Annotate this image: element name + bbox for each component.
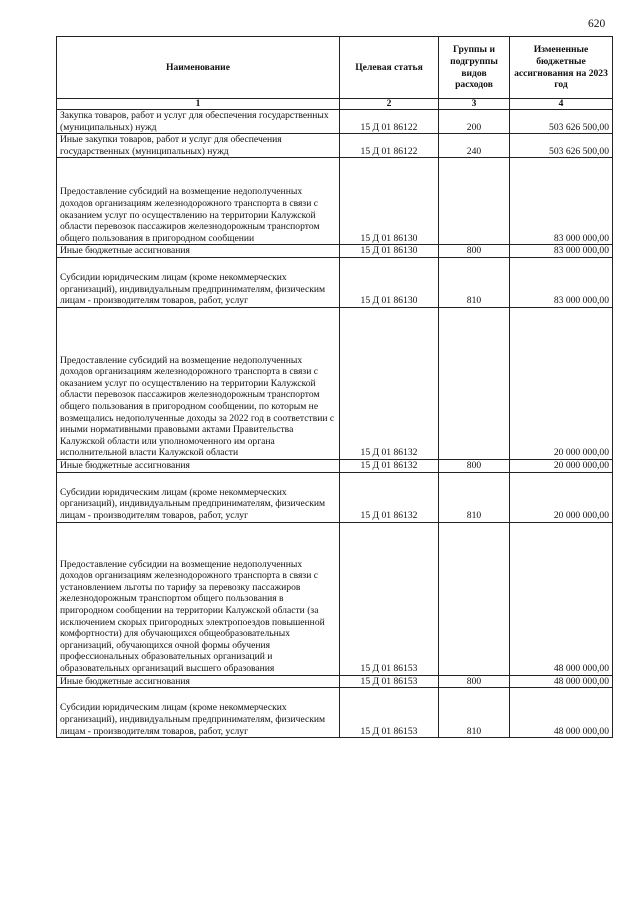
row-name: Субсидии юридическим лицам (кроме некоммерческих организаций), индивидуальным предпринимателям, физическим лицам - производителям товаров, работ, услуг [57, 688, 340, 738]
header-name: Наименование [57, 37, 340, 99]
page-number: 620 [588, 18, 606, 30]
table-row [57, 110, 613, 134]
row-amount: 503 626 500,00 [510, 110, 613, 134]
row-amount: 20 000 000,00 [510, 307, 613, 459]
row-code: 15 Д 01 86122 [340, 134, 439, 158]
budget-table [56, 36, 613, 738]
row-name: Иные закупки товаров, работ и услуг для обеспечения государственных (муниципальных) нужд [57, 134, 340, 158]
row-group: 810 [439, 472, 510, 522]
row-name: Закупка товаров, работ и услуг для обеспечения государственных (муниципальных) нужд [57, 110, 340, 134]
column-number-2: 2 [340, 99, 439, 110]
row-code: 15 Д 01 86130 [340, 158, 439, 245]
row-group: 810 [439, 688, 510, 738]
row-amount: 48 000 000,00 [510, 522, 613, 675]
table-row [57, 257, 613, 307]
column-number-row [57, 99, 613, 110]
header-target-article: Целевая статья [340, 37, 439, 99]
table-row [57, 459, 613, 472]
table-row [57, 688, 613, 738]
row-group: 800 [439, 459, 510, 472]
row-code: 15 Д 01 86132 [340, 472, 439, 522]
row-code: 15 Д 01 86130 [340, 245, 439, 258]
row-code: 15 Д 01 86153 [340, 522, 439, 675]
table-row [57, 522, 613, 675]
table-header-row [57, 37, 613, 99]
header-budget-allocations: Измененные бюджетные ассигнования на 2023 год [510, 37, 613, 99]
row-code: 15 Д 01 86132 [340, 307, 439, 459]
table-row [57, 158, 613, 245]
row-name: Предоставление субсидии на возмещение недополученных доходов организациям железнодорожного транспорта в связи с установлением льготы по тарифу за перевозку пассажиров железнодорожным транспортом общего пользования в пригородном сообщении на территории Калужской области (за исключением скорых пригородных электропоездов повышенной комфортности) для обучающихся общеобразовательных организаций, обучающихся очной формы обучения профессиональных образовательных организаций и образовательных организаций высшего образования [57, 522, 340, 675]
row-group: 800 [439, 675, 510, 688]
row-code: 15 Д 01 86153 [340, 675, 439, 688]
row-name: Иные бюджетные ассигнования [57, 675, 340, 688]
table-row [57, 245, 613, 258]
row-group: 800 [439, 245, 510, 258]
row-name: Субсидии юридическим лицам (кроме некоммерческих организаций), индивидуальным предпринимателям, физическим лицам - производителям товаров, работ, услуг [57, 472, 340, 522]
row-code: 15 Д 01 86132 [340, 459, 439, 472]
row-group: 200 [439, 110, 510, 134]
header-expense-groups: Группы и подгруппы видов расходов [439, 37, 510, 99]
row-amount: 48 000 000,00 [510, 688, 613, 738]
row-group: 240 [439, 134, 510, 158]
row-code: 15 Д 01 86130 [340, 257, 439, 307]
row-amount: 20 000 000,00 [510, 459, 613, 472]
table-row [57, 134, 613, 158]
row-group [439, 307, 510, 459]
row-name: Предоставление субсидий на возмещение недополученных доходов организациям железнодорожного транспорта в связи с оказанием услуг по осуществлению на территории Калужской области перевозок пассажиров железнодорожным транспортом общего пользования в пригородном сообщении, по которым не возмещались недополученные доходы за 2022 год в соответствии с иными нормативными правовыми актами Правительства Калужской области или уполномоченного им органа исполнительной власти Калужской области [57, 307, 340, 459]
row-amount: 20 000 000,00 [510, 472, 613, 522]
row-name: Иные бюджетные ассигнования [57, 245, 340, 258]
row-amount: 503 626 500,00 [510, 134, 613, 158]
row-group: 810 [439, 257, 510, 307]
table-row [57, 307, 613, 459]
table-row [57, 675, 613, 688]
row-amount: 83 000 000,00 [510, 257, 613, 307]
row-group [439, 522, 510, 675]
row-amount: 83 000 000,00 [510, 158, 613, 245]
row-name: Предоставление субсидий на возмещение недополученных доходов организациям железнодорожного транспорта в связи с оказанием услуг по осуществлению на территории Калужской области перевозок пассажиров железнодорожным транспортом общего пользования в пригородном сообщении [57, 158, 340, 245]
row-amount: 83 000 000,00 [510, 245, 613, 258]
row-code: 15 Д 01 86153 [340, 688, 439, 738]
row-name: Субсидии юридическим лицам (кроме некоммерческих организаций), индивидуальным предпринимателям, физическим лицам - производителям товаров, работ, услуг [57, 257, 340, 307]
column-number-1: 1 [57, 99, 340, 110]
row-name: Иные бюджетные ассигнования [57, 459, 340, 472]
column-number-3: 3 [439, 99, 510, 110]
row-group [439, 158, 510, 245]
column-number-4: 4 [510, 99, 613, 110]
table-row [57, 472, 613, 522]
row-code: 15 Д 01 86122 [340, 110, 439, 134]
row-amount: 48 000 000,00 [510, 675, 613, 688]
